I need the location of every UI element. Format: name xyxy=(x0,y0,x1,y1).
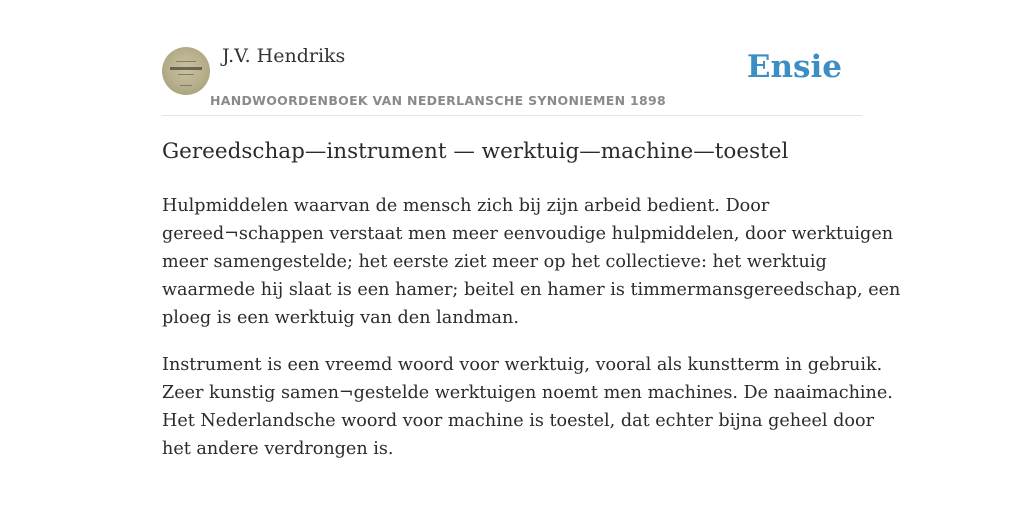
text-line: gereed¬schappen verstaat men meer eenvoudige hulpmiddelen, door werktuigen xyxy=(162,224,894,244)
source-title[interactable]: HANDWOORDENBOEK VAN NEDERLANSCHE SYNONIEMEN 1898 xyxy=(210,93,667,108)
author-name[interactable]: J.V. Hendriks xyxy=(222,45,346,67)
text-line: het andere verdrongen is. xyxy=(162,439,394,459)
header-divider xyxy=(162,115,862,116)
paragraph xyxy=(162,351,893,463)
text-line: meer samengestelde; het eerste ziet meer op het collectieve: het werktuig xyxy=(162,252,827,272)
article-title: Gereedschap—instrument — werktuig—machine—toestel xyxy=(162,139,789,164)
text-line: ploeg is een werktuig van den landman. xyxy=(162,308,519,328)
article-body xyxy=(162,192,901,482)
book-cover-icon[interactable] xyxy=(162,47,210,95)
cover-line xyxy=(178,74,194,75)
cover-line xyxy=(170,67,202,70)
text-line: Instrument is een vreemd woord voor werktuig, vooral als kunstterm in gebruik. xyxy=(162,355,883,375)
paragraph xyxy=(162,192,901,332)
text-line: waarmede hij slaat is een hamer; beitel en hamer is timmermansgereedschap, een xyxy=(162,280,901,300)
cover-line xyxy=(176,61,196,62)
ensie-logo[interactable]: Ensie xyxy=(746,49,842,85)
text-line: Het Nederlandsche woord voor machine is toestel, dat echter bijna geheel door xyxy=(162,411,874,431)
text-line: Hulpmiddelen waarvan de mensch zich bij zijn arbeid bedient. Door xyxy=(162,196,770,216)
cover-line xyxy=(180,85,192,86)
text-line: Zeer kunstig samen¬gestelde werktuigen noemt men machines. De naaimachine. xyxy=(162,383,893,403)
